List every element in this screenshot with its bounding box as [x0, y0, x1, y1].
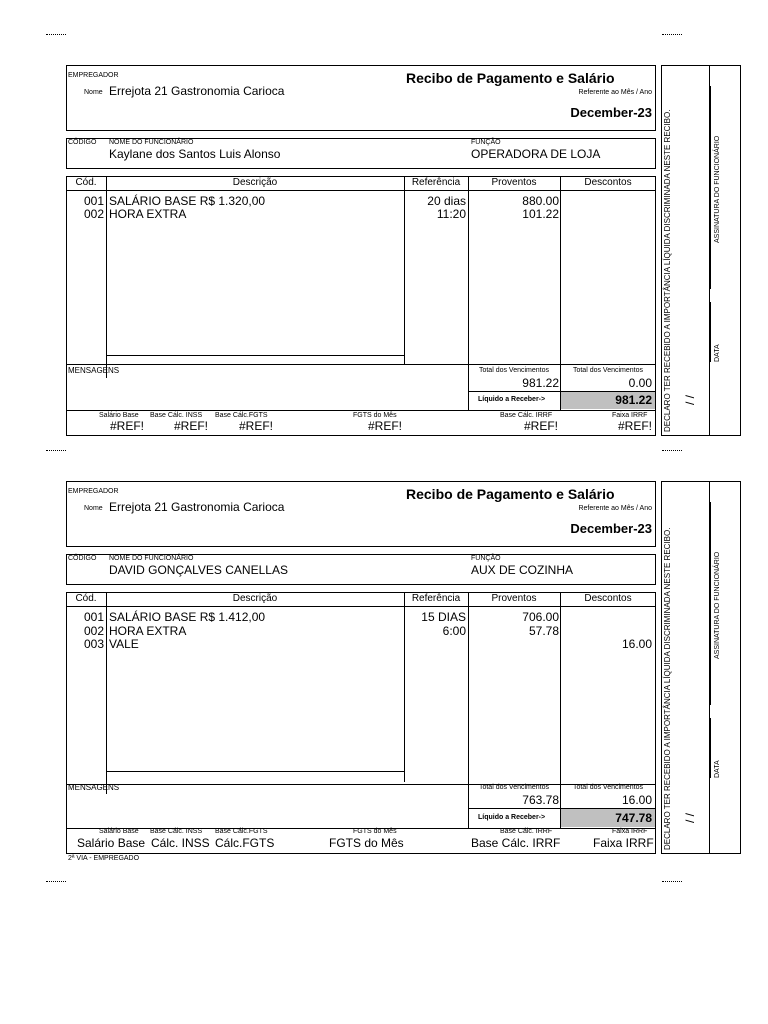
employer-label: EMPREGADOR — [68, 72, 119, 79]
messages-label: MENSAGENS — [68, 783, 120, 792]
code-label: CÓDIGO — [68, 555, 97, 562]
row-code: 002 — [83, 624, 104, 638]
footer-value-irrf-range: #REF! — [618, 419, 653, 433]
row-description: VALE — [109, 637, 139, 651]
declaration-box — [661, 481, 741, 854]
total-discounts-label: Total dos Vencimentos — [572, 784, 644, 791]
cut-mark — [662, 881, 682, 882]
footer-label-fgts: Base Cálc.FGTS — [215, 828, 268, 835]
col-description: Descrição — [232, 177, 278, 188]
net-pay-value: 747.78 — [615, 811, 652, 825]
date-label: DATA — [714, 760, 721, 778]
col-earnings: Proventos — [491, 593, 537, 604]
employee-name-label: NOME DO FUNCIONÁRIO — [109, 555, 194, 562]
row-code: 001 — [83, 610, 104, 624]
footer-value-irrf-range: Faixa IRRF — [593, 836, 654, 850]
row-earnings: 101.22 — [522, 207, 559, 221]
footer-label-fgts-month: FGTS do Mês — [353, 828, 397, 835]
col-cod: Cód. — [75, 177, 97, 188]
footer-value-inss: Cálc. INSS — [151, 836, 210, 850]
footer-value-irrf: Base Cálc. IRRF — [471, 836, 561, 850]
signature-label: ASSINATURA DO FUNCIONÁRIO — [714, 551, 721, 659]
row-earnings: 57.78 — [528, 624, 559, 638]
date-label: DATA — [714, 344, 721, 362]
cut-mark — [46, 881, 66, 882]
footer-label-salary: Salário Base — [99, 828, 139, 835]
signature-label: ASSINATURA DO FUNCIONÁRIO — [714, 135, 721, 243]
name-label: Nome — [84, 505, 103, 512]
row-reference: 20 dias — [427, 194, 466, 208]
col-earnings: Proventos — [491, 177, 537, 188]
net-pay-value: 981.22 — [615, 393, 652, 407]
declaration-box — [661, 65, 741, 436]
total-discounts: 16.00 — [621, 793, 652, 807]
role-value: AUX DE COZINHA — [471, 563, 574, 577]
code-label: CÓDIGO — [68, 139, 97, 146]
total-discounts-label: Total dos Vencimentos — [572, 367, 644, 374]
row-earnings: 880.00 — [522, 194, 559, 208]
footer-label-inss: Base Cálc. INSS — [150, 412, 203, 419]
row-code: 002 — [83, 207, 104, 221]
net-pay-label: Líquido a Receber-> — [478, 396, 546, 403]
row-code: 001 — [83, 194, 104, 208]
col-reference: Referência — [411, 177, 461, 188]
ref-month-label: Referente ao Mês / Ano — [578, 505, 652, 512]
employee-name: Kaylane dos Santos Luis Alonso — [109, 147, 281, 161]
employee-name-label: NOME DO FUNCIONÁRIO — [109, 139, 194, 146]
receipt — [0, 416, 768, 856]
receipt-title: Recibo de Pagamento e Salário — [406, 70, 615, 86]
total-earnings-label: Total dos Vencimentos — [478, 367, 550, 374]
name-label: Nome — [84, 89, 103, 96]
role-label: FUNÇÃO — [471, 139, 501, 146]
footer-label-salary: Salário Base — [99, 412, 139, 419]
total-earnings: 981.22 — [522, 376, 559, 390]
row-description: HORA EXTRA — [109, 207, 187, 221]
col-description: Descrição — [232, 593, 278, 604]
date-slashes: / / — [683, 394, 697, 405]
ref-month-value: December-23 — [570, 521, 652, 536]
footer-value-fgts-month: FGTS do Mês — [329, 836, 404, 850]
declaration-text: DECLARO TER RECEBIDO A IMPORTÂNCIA LÍQUIDA DISCRIMINADA NESTE RECIBO. — [663, 527, 672, 850]
receipt — [0, 0, 768, 440]
footer-value-irrf: #REF! — [524, 419, 559, 433]
footer-label-fgts-month: FGTS do Mês — [353, 412, 397, 419]
row-description: HORA EXTRA — [109, 624, 187, 638]
row-reference: 6:00 — [442, 624, 466, 638]
row-reference: 11:20 — [436, 207, 466, 221]
ref-month-value: December-23 — [570, 105, 652, 120]
ref-month-label: Referente ao Mês / Ano — [578, 89, 652, 96]
footer-label-irrf: Base Cálc. IRRF — [500, 412, 553, 419]
role-label: FUNÇÃO — [471, 555, 501, 562]
footer-label-irrf-range: Faixa IRRF — [612, 828, 648, 835]
col-reference: Referência — [411, 593, 461, 604]
row-earnings: 706.00 — [522, 610, 559, 624]
employer-label: EMPREGADOR — [68, 488, 119, 495]
date-slashes: / / — [683, 812, 697, 823]
footer-value-salary: #REF! — [110, 419, 145, 433]
footer-label-irrf-range: Faixa IRRF — [612, 412, 648, 419]
second-copy-label: 2ª VIA - EMPREGADO — [68, 855, 140, 862]
col-discounts: Descontos — [584, 593, 632, 604]
col-cod: Cód. — [75, 593, 97, 604]
row-reference: 15 DIAS — [421, 610, 466, 624]
row-code: 003 — [83, 637, 104, 651]
footer-value-salary: Salário Base — [77, 836, 146, 850]
col-discounts: Descontos — [584, 177, 632, 188]
receipt-title: Recibo de Pagamento e Salário — [406, 486, 615, 502]
messages-label: MENSAGENS — [68, 366, 120, 375]
total-earnings-label: Total dos Vencimentos — [478, 784, 550, 791]
net-pay-label: Líquido a Receber-> — [478, 814, 546, 821]
declaration-text: DECLARO TER RECEBIDO A IMPORTÂNCIA LÍQUIDA DISCRIMINADA NESTE RECIBO. — [663, 109, 672, 432]
role-value: OPERADORA DE LOJA — [471, 147, 601, 161]
total-earnings: 763.78 — [522, 793, 559, 807]
footer-label-fgts: Base Cálc.FGTS — [215, 412, 268, 419]
row-description: SALÁRIO BASE R$ 1.412,00 — [109, 610, 266, 624]
footer-label-irrf: Base Cálc. IRRF — [500, 828, 553, 835]
total-discounts: 0.00 — [628, 376, 652, 390]
footer-value-fgts: Cálc.FGTS — [215, 836, 275, 850]
footer-value-fgts-month: #REF! — [368, 419, 403, 433]
employee-name: DAVID GONÇALVES CANELLAS — [109, 563, 288, 577]
footer-value-inss: #REF! — [174, 419, 209, 433]
row-discount: 16.00 — [621, 637, 652, 651]
employer-name: Errejota 21 Gastronomia Carioca — [109, 500, 285, 514]
footer-label-inss: Base Cálc. INSS — [150, 828, 203, 835]
employer-name: Errejota 21 Gastronomia Carioca — [109, 84, 285, 98]
row-description: SALÁRIO BASE R$ 1.320,00 — [109, 194, 266, 208]
footer-value-fgts: #REF! — [239, 419, 274, 433]
